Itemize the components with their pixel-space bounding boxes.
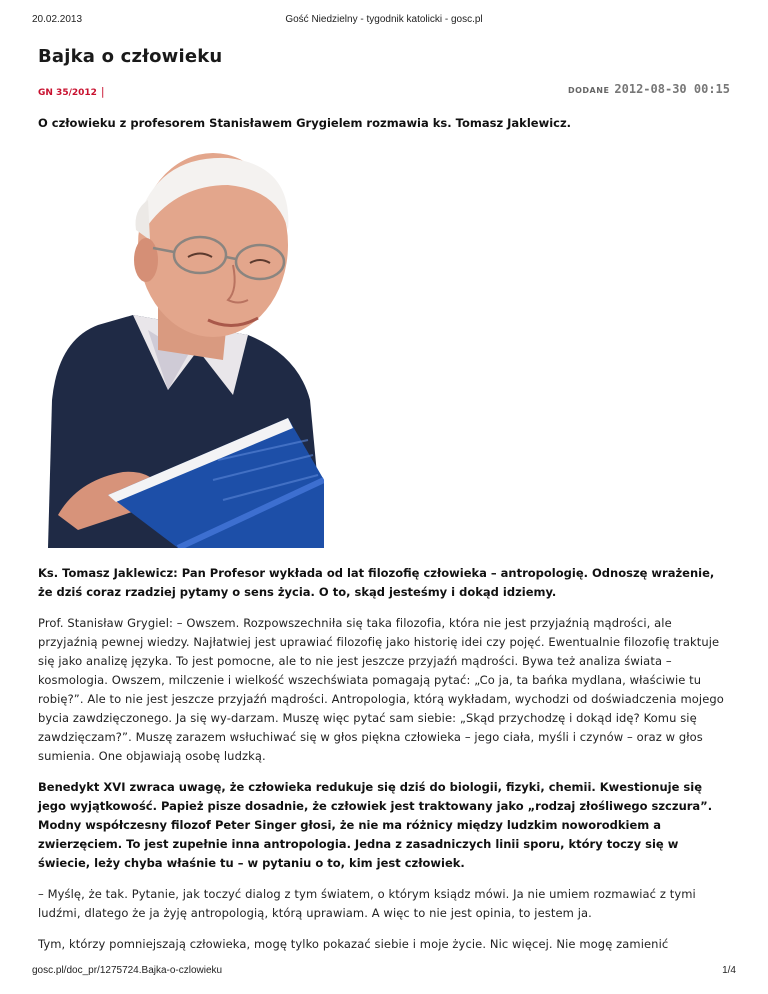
answer-1: Prof. Stanisław Grygiel: – Owszem. Rozpowszechniła się taka filozofia, która nie jest przyjaźnią mądrości, ale przyjaźnią pewnej wiedzy. Najłatwiej jest uprawiać filozofię jako historię idei czy pojęć. Ewentualnie filozofię traktuje się jako analizę języka. To jest pomocne, ale to nie jest jeszcze przyjaźń mądrości. Bywa też analiza świata – kosmologia. Owszem, milczenie i wielkość wszechświata pomagają pytać: „Co ja, ta bańka mydlana, właściwie tu robię?”. Ale to nie jest jeszcze przyjaźń mądrości. Antropologia, którą wykładam, wychodzi od doświadczenia mojego bycia zawdzięczonego. Ja się wy-darzam. Muszę więc pytać sam siebie: „Skąd przychodzę i dokąd idę? Komu się zawdzięczam?”. Muszę zarazem wsłuchiwać się w głos piękna człowieka – jego ciała, myśli i czynów – oraz w głos sumienia. One objawiają osobę ludzką. bbox=[38, 616, 724, 763]
print-header bbox=[0, 14, 768, 28]
added-label: DODANE bbox=[567, 86, 610, 95]
portrait-image bbox=[38, 150, 324, 548]
article-meta bbox=[38, 82, 730, 98]
issue-separator: | bbox=[100, 85, 105, 98]
issue-info bbox=[38, 85, 105, 98]
answer-2: – Myślę, że tak. Pytanie, jak toczyć dialog z tym światem, o którym ksiądz mówi. Ja nie umiem rozmawiać z tymi ludźmi, dlatego że ja żyję antropologią, którą uprawiam. A więc to nie jest opinia, to jestem ja. bbox=[38, 887, 696, 920]
print-page-title: Gość Niedzielny - tygodnik katolicki - gosc.pl bbox=[285, 14, 483, 25]
print-url: gosc.pl/doc_pr/1275724.Bajka-o-czlowieku bbox=[32, 965, 223, 976]
article-lead: O człowieku z profesorem Stanisławem Grygielem rozmawia ks. Tomasz Jaklewicz. bbox=[38, 116, 572, 130]
question-2: Benedykt XVI zwraca uwagę, że człowieka redukuje się dziś do biologii, fizyki, chemii. Kwestionuje się jego wyjątkowość. Papież pisze dosadnie, że człowiek jest traktowany jako „rodzaj złośliwego szczura”. Modny współczesny filozof Peter Singer głosi, że nie ma różnicy między ludzkim noworodkiem a zwierzęciem. To jest zupełnie inna antropologia. Jedna z zasadniczych linii sporu, który toczy się w świecie, leży chyba właśnie tu – w pytaniu o to, kim jest człowiek. bbox=[38, 780, 713, 870]
article bbox=[38, 46, 730, 954]
article-title: Bajka o człowieku bbox=[38, 46, 223, 67]
issue-link[interactable]: GN 35/2012 bbox=[38, 88, 97, 98]
question-1: Ks. Tomasz Jaklewicz: Pan Profesor wykłada od lat filozofię człowieka – antropologię. Odnoszę wrażenie, że dziś coraz rzadziej pytamy o sens życia. O to, skąd jesteśmy i dokąd idziemy. bbox=[38, 566, 715, 599]
answer-3: Tym, którzy pomniejszają człowieka, mogę tylko pokazać siebie i moje życie. Nic więcej. Nie mogę zamienić bbox=[38, 937, 669, 951]
added-timestamp: 2012-08-30 00:15 bbox=[614, 82, 730, 96]
print-date: 20.02.2013 bbox=[32, 14, 83, 25]
article-photo bbox=[38, 150, 324, 548]
added-info bbox=[568, 82, 730, 96]
print-page-number: 1/4 bbox=[722, 965, 736, 976]
